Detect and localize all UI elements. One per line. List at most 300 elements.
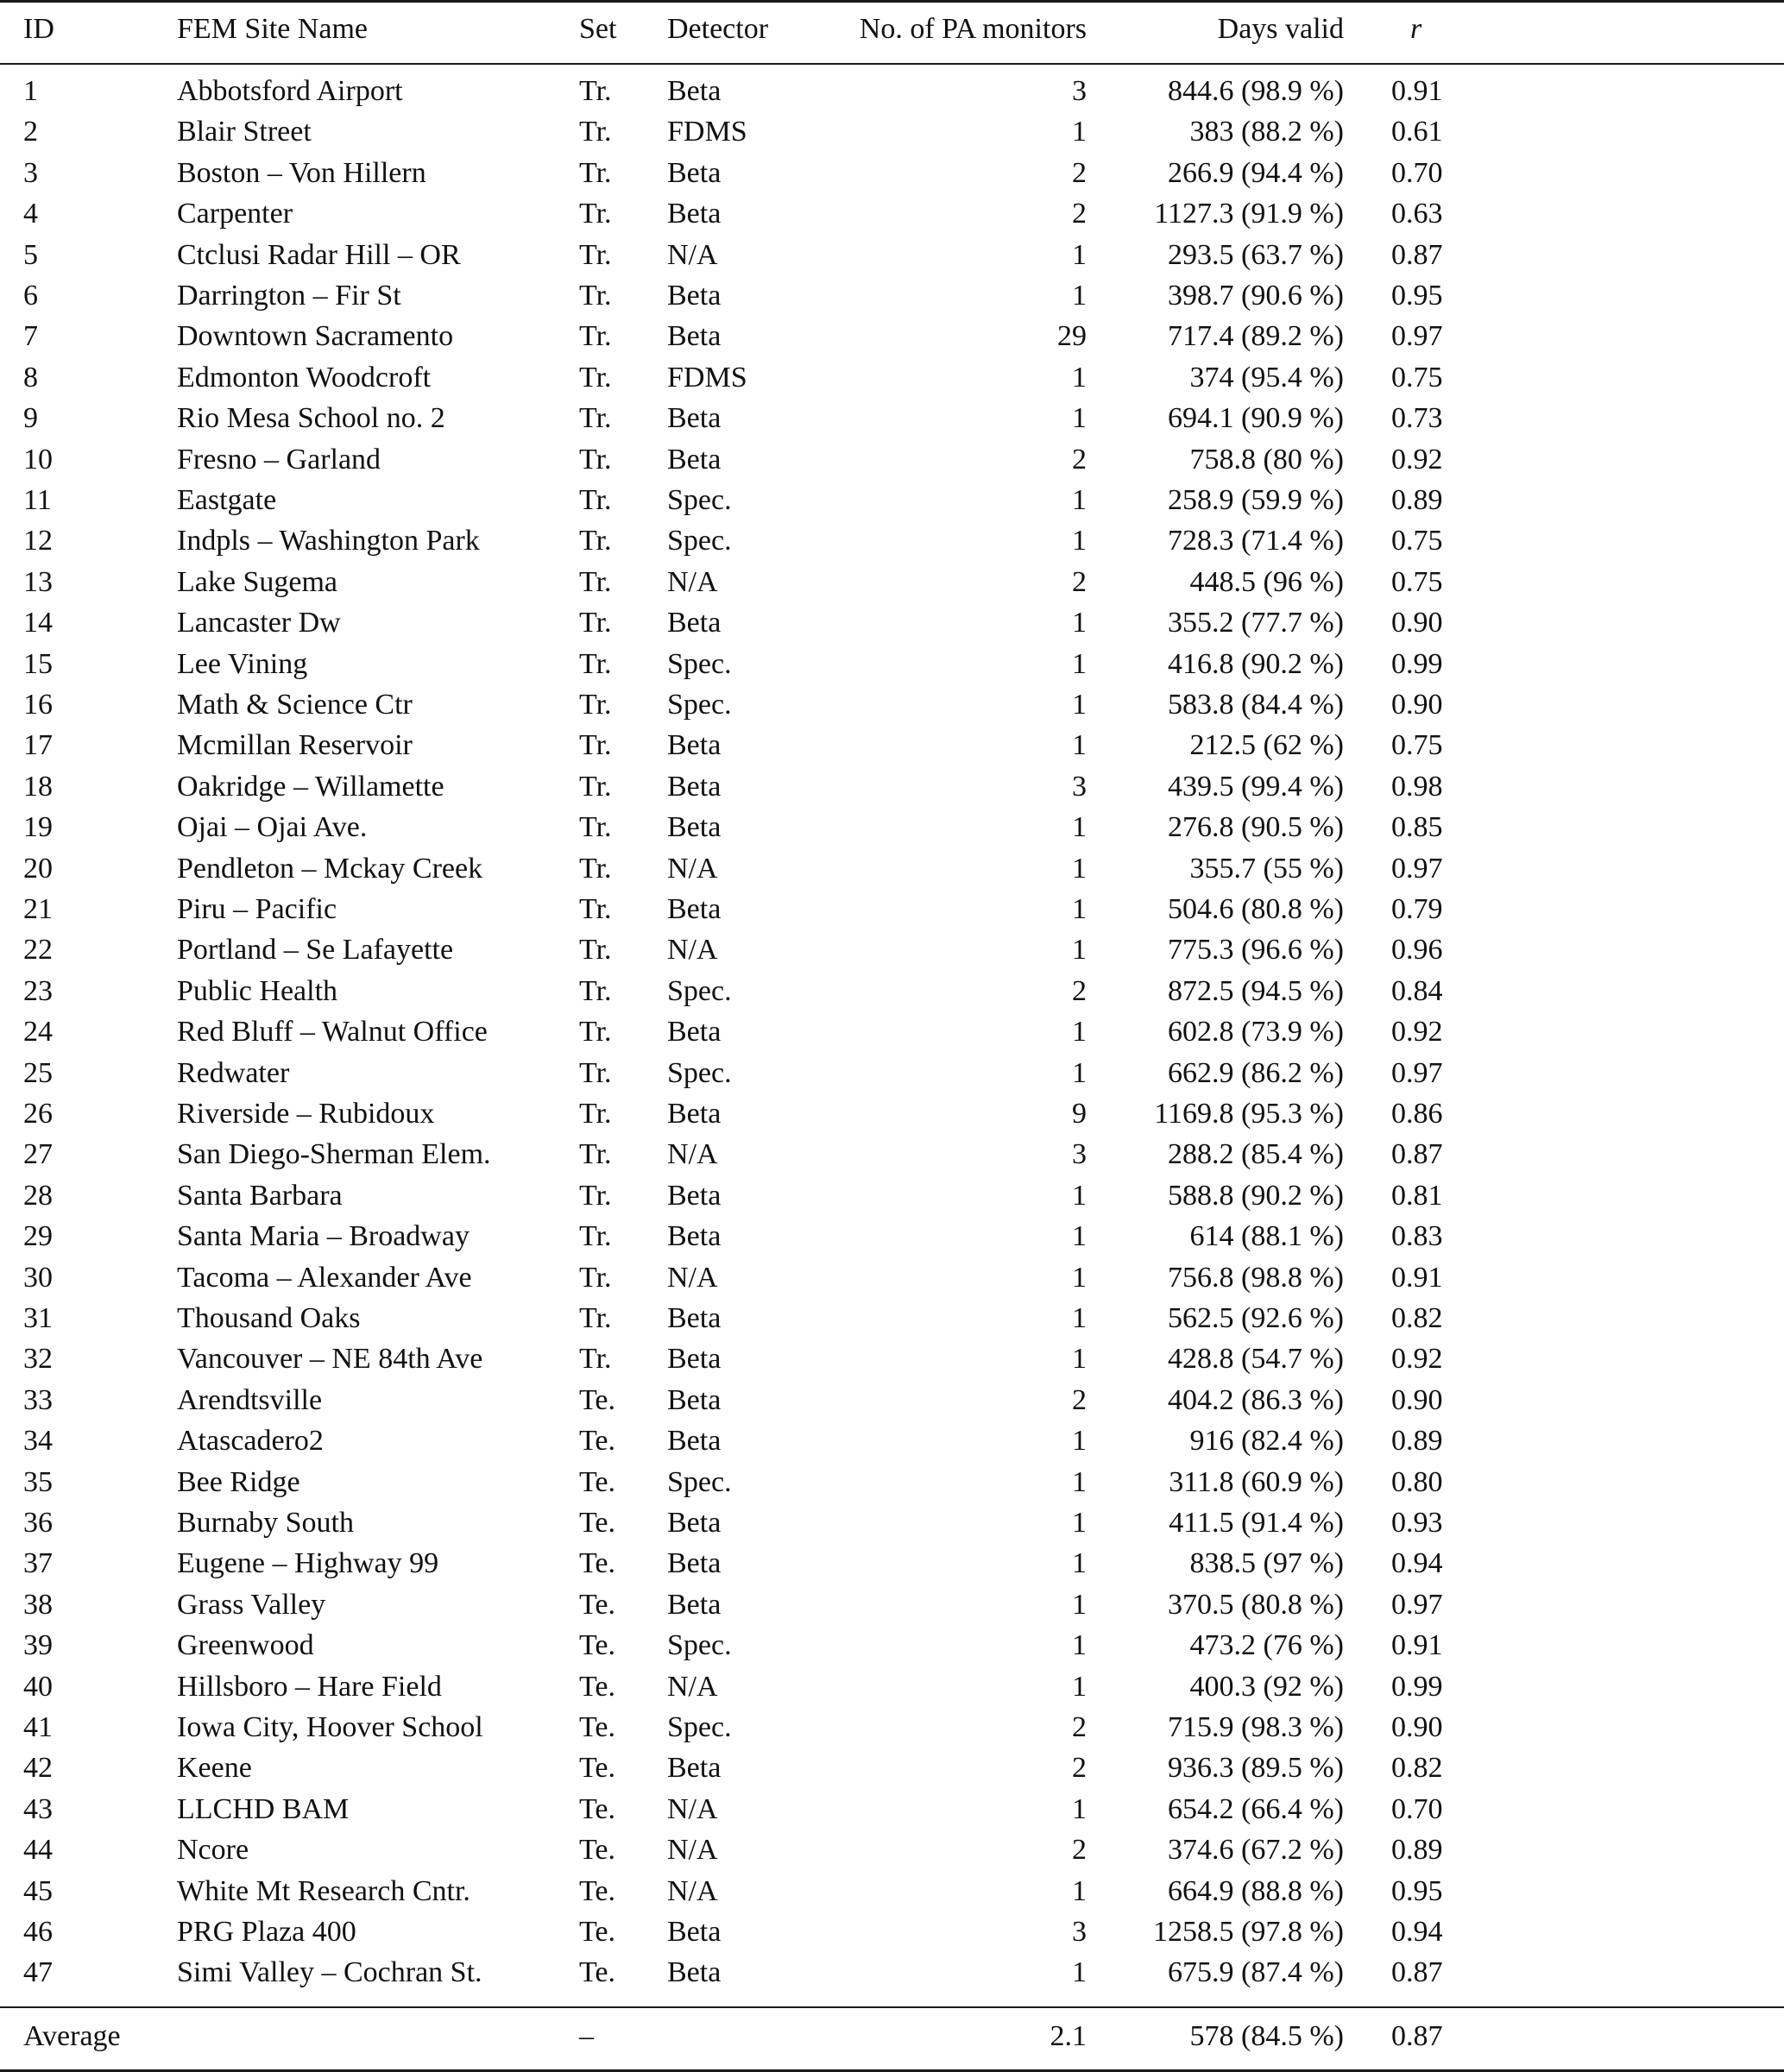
- cell-set: Tr.: [579, 893, 612, 925]
- cell-id: 39: [23, 1629, 53, 1661]
- cell-pa-monitors: 2: [1072, 1384, 1087, 1416]
- cell-r: 0.87: [1391, 239, 1443, 271]
- cell-set: Te.: [579, 1629, 615, 1661]
- cell-pa-monitors: 2: [1072, 1752, 1087, 1784]
- cell-id: 25: [23, 1057, 53, 1089]
- cell-detector: Beta: [667, 1507, 722, 1539]
- cell-r: 0.63: [1391, 198, 1443, 230]
- cell-id: 14: [23, 607, 53, 639]
- cell-set: Tr.: [579, 402, 612, 434]
- cell-set: Tr.: [579, 648, 612, 680]
- cell-id: 10: [23, 444, 53, 475]
- cell-id: 1: [23, 75, 38, 107]
- cell-pa-monitors: 1: [1072, 116, 1087, 148]
- cell-detector: Beta: [667, 811, 722, 843]
- cell-set: Te.: [579, 1547, 615, 1579]
- cell-days-valid: 588.8 (90.2 %): [1168, 1180, 1344, 1212]
- cell-r: 0.94: [1391, 1547, 1443, 1579]
- cell-set: Tr.: [579, 1098, 612, 1130]
- cell-set: Tr.: [579, 729, 612, 761]
- cell-set: Tr.: [579, 934, 612, 966]
- header-r: r: [1410, 13, 1422, 45]
- cell-days-valid: 936.3 (89.5 %): [1168, 1752, 1344, 1784]
- cell-days-valid: 664.9 (88.8 %): [1168, 1875, 1344, 1907]
- cell-r: 0.87: [1391, 1138, 1443, 1170]
- cell-r: 0.82: [1391, 1752, 1443, 1784]
- cell-pa-monitors: 2: [1072, 198, 1087, 230]
- cell-id: 43: [23, 1793, 53, 1825]
- cell-set: Tr.: [579, 198, 612, 230]
- cell-r: 0.92: [1391, 444, 1443, 475]
- cell-set: Tr.: [579, 320, 612, 352]
- cell-days-valid: 355.2 (77.7 %): [1168, 607, 1344, 639]
- cell-detector: N/A: [667, 1875, 718, 1907]
- cell-r: 0.95: [1391, 1875, 1443, 1907]
- cell-site-name: Mcmillan Reservoir: [177, 729, 413, 761]
- cell-days-valid: 416.8 (90.2 %): [1168, 648, 1344, 680]
- average-pa-monitors: 2.1: [1050, 2020, 1087, 2052]
- cell-r: 0.92: [1391, 1343, 1443, 1375]
- cell-pa-monitors: 1: [1072, 1343, 1087, 1375]
- cell-pa-monitors: 1: [1072, 1466, 1087, 1498]
- cell-pa-monitors: 1: [1072, 1425, 1087, 1457]
- cell-id: 23: [23, 975, 53, 1007]
- cell-set: Te.: [579, 1507, 615, 1539]
- cell-id: 17: [23, 729, 53, 761]
- cell-r: 0.83: [1391, 1220, 1443, 1252]
- cell-detector: Beta: [667, 280, 722, 312]
- cell-days-valid: 715.9 (98.3 %): [1168, 1711, 1344, 1743]
- cell-r: 0.87: [1391, 1956, 1443, 1988]
- cell-site-name: Ojai – Ojai Ave.: [177, 811, 368, 843]
- cell-set: Tr.: [579, 975, 612, 1007]
- cell-pa-monitors: 2: [1072, 1834, 1087, 1866]
- cell-set: Te.: [579, 1752, 615, 1784]
- cell-pa-monitors: 1: [1072, 484, 1087, 516]
- cell-pa-monitors: 1: [1072, 893, 1087, 925]
- average-days-valid: 578 (84.5 %): [1189, 2020, 1344, 2052]
- cell-site-name: Simi Valley – Cochran St.: [177, 1956, 482, 1988]
- cell-days-valid: 411.5 (91.4 %): [1169, 1507, 1344, 1539]
- cell-pa-monitors: 1: [1072, 1016, 1087, 1048]
- cell-set: Tr.: [579, 1262, 612, 1294]
- cell-set: Te.: [579, 1384, 615, 1416]
- cell-set: Tr.: [579, 1302, 612, 1334]
- cell-pa-monitors: 1: [1072, 1507, 1087, 1539]
- cell-pa-monitors: 3: [1072, 1138, 1087, 1170]
- cell-id: 31: [23, 1302, 53, 1334]
- cell-r: 0.90: [1391, 607, 1443, 639]
- cell-r: 0.75: [1391, 525, 1443, 557]
- cell-detector: Spec.: [667, 1466, 732, 1498]
- cell-detector: Beta: [667, 1425, 722, 1457]
- cell-id: 33: [23, 1384, 53, 1416]
- cell-r: 0.90: [1391, 1711, 1443, 1743]
- cell-days-valid: 844.6 (98.9 %): [1168, 75, 1344, 107]
- cell-id: 13: [23, 566, 53, 598]
- cell-detector: Spec.: [667, 1629, 732, 1661]
- cell-detector: Beta: [667, 729, 722, 761]
- cell-pa-monitors: 2: [1072, 566, 1087, 598]
- cell-days-valid: 398.7 (90.6 %): [1168, 280, 1344, 312]
- cell-site-name: Atascadero2: [177, 1425, 324, 1457]
- cell-pa-monitors: 1: [1072, 1956, 1087, 1988]
- cell-days-valid: 614 (88.1 %): [1189, 1220, 1344, 1252]
- cell-id: 5: [23, 239, 38, 271]
- cell-site-name: Portland – Se Lafayette: [177, 934, 454, 966]
- cell-site-name: Lake Sugema: [177, 566, 337, 598]
- cell-set: Tr.: [579, 116, 612, 148]
- cell-days-valid: 448.5 (96 %): [1189, 566, 1344, 598]
- cell-days-valid: 288.2 (85.4 %): [1168, 1138, 1344, 1170]
- cell-site-name: Burnaby South: [177, 1507, 354, 1539]
- cell-pa-monitors: 3: [1072, 1916, 1087, 1948]
- cell-set: Tr.: [579, 362, 612, 394]
- header-days-valid: Days valid: [1217, 13, 1344, 45]
- cell-id: 20: [23, 853, 53, 885]
- cell-pa-monitors: 1: [1072, 1057, 1087, 1089]
- cell-set: Te.: [579, 1466, 615, 1498]
- cell-r: 0.80: [1391, 1466, 1443, 1498]
- cell-days-valid: 717.4 (89.2 %): [1168, 320, 1344, 352]
- cell-site-name: Grass Valley: [177, 1589, 326, 1621]
- cell-r: 0.96: [1391, 934, 1443, 966]
- cell-id: 21: [23, 893, 53, 925]
- cell-id: 27: [23, 1138, 53, 1170]
- cell-id: 9: [23, 402, 38, 434]
- cell-detector: Beta: [667, 1098, 722, 1130]
- cell-r: 0.61: [1391, 116, 1443, 148]
- cell-days-valid: 775.3 (96.6 %): [1168, 934, 1344, 966]
- cell-id: 29: [23, 1220, 53, 1252]
- cell-detector: N/A: [667, 853, 718, 885]
- cell-set: Tr.: [579, 853, 612, 885]
- cell-days-valid: 439.5 (99.4 %): [1168, 771, 1344, 803]
- cell-pa-monitors: 2: [1072, 157, 1087, 189]
- cell-pa-monitors: 1: [1072, 402, 1087, 434]
- cell-r: 0.70: [1391, 157, 1443, 189]
- cell-detector: N/A: [667, 566, 718, 598]
- cell-pa-monitors: 1: [1072, 1262, 1087, 1294]
- header-id: ID: [23, 13, 54, 45]
- cell-id: 2: [23, 116, 38, 148]
- cell-r: 0.95: [1391, 280, 1443, 312]
- cell-site-name: San Diego-Sherman Elem.: [177, 1138, 491, 1170]
- cell-site-name: LLCHD BAM: [177, 1793, 350, 1825]
- header-pa-monitors: No. of PA monitors: [859, 13, 1087, 45]
- cell-id: 36: [23, 1507, 53, 1539]
- cell-days-valid: 756.8 (98.8 %): [1168, 1262, 1344, 1294]
- cell-detector: Beta: [667, 1180, 722, 1212]
- cell-detector: Beta: [667, 771, 722, 803]
- cell-r: 0.84: [1391, 975, 1443, 1007]
- cell-r: 0.75: [1391, 566, 1443, 598]
- cell-id: 7: [23, 320, 38, 352]
- cell-days-valid: 404.2 (86.3 %): [1168, 1384, 1344, 1416]
- cell-detector: Spec.: [667, 1711, 732, 1743]
- cell-site-name: Tacoma – Alexander Ave: [177, 1262, 472, 1294]
- cell-set: Tr.: [579, 1220, 612, 1252]
- cell-site-name: White Mt Research Cntr.: [177, 1875, 470, 1907]
- cell-detector: Beta: [667, 157, 722, 189]
- cell-site-name: Fresno – Garland: [177, 444, 381, 475]
- cell-detector: Beta: [667, 1343, 722, 1375]
- cell-days-valid: 675.9 (87.4 %): [1168, 1956, 1344, 1988]
- cell-set: Tr.: [579, 1343, 612, 1375]
- cell-r: 0.92: [1391, 1016, 1443, 1048]
- cell-detector: Spec.: [667, 525, 732, 557]
- cell-pa-monitors: 2: [1072, 975, 1087, 1007]
- cell-detector: FDMS: [667, 362, 747, 394]
- cell-pa-monitors: 1: [1072, 853, 1087, 885]
- cell-r: 0.85: [1391, 811, 1443, 843]
- cell-site-name: Santa Barbara: [177, 1180, 343, 1212]
- cell-days-valid: 311.8 (60.9 %): [1169, 1466, 1344, 1498]
- cell-pa-monitors: 1: [1072, 1220, 1087, 1252]
- cell-site-name: Piru – Pacific: [177, 893, 337, 925]
- cell-site-name: Rio Mesa School no. 2: [177, 402, 445, 434]
- cell-days-valid: 383 (88.2 %): [1189, 116, 1344, 148]
- cell-set: Te.: [579, 1875, 615, 1907]
- cell-id: 35: [23, 1466, 53, 1498]
- header-set: Set: [579, 13, 617, 45]
- cell-id: 24: [23, 1016, 53, 1048]
- cell-detector: Beta: [667, 1916, 722, 1948]
- cell-id: 16: [23, 689, 53, 721]
- cell-set: Tr.: [579, 1138, 612, 1170]
- cell-set: Tr.: [579, 525, 612, 557]
- cell-id: 38: [23, 1589, 53, 1621]
- cell-site-name: Redwater: [177, 1057, 290, 1089]
- cell-set: Tr.: [579, 484, 612, 516]
- cell-detector: Beta: [667, 1956, 722, 1988]
- cell-site-name: Blair Street: [177, 116, 312, 148]
- cell-days-valid: 276.8 (90.5 %): [1168, 811, 1344, 843]
- cell-r: 0.70: [1391, 1793, 1443, 1825]
- cell-set: Te.: [579, 1956, 615, 1988]
- cell-days-valid: 916 (82.4 %): [1189, 1425, 1344, 1457]
- cell-pa-monitors: 1: [1072, 1302, 1087, 1334]
- cell-site-name: Abbotsford Airport: [177, 75, 403, 107]
- cell-id: 12: [23, 525, 53, 557]
- cell-detector: N/A: [667, 1834, 718, 1866]
- cell-r: 0.90: [1391, 1384, 1443, 1416]
- cell-r: 0.89: [1391, 1425, 1443, 1457]
- cell-r: 0.75: [1391, 729, 1443, 761]
- cell-set: Tr.: [579, 280, 612, 312]
- header-detector: Detector: [667, 13, 769, 45]
- cell-id: 45: [23, 1875, 53, 1907]
- cell-detector: Spec.: [667, 689, 732, 721]
- cell-pa-monitors: 3: [1072, 75, 1087, 107]
- cell-r: 0.86: [1391, 1098, 1443, 1130]
- cell-detector: Beta: [667, 402, 722, 434]
- cell-set: Tr.: [579, 1016, 612, 1048]
- cell-id: 18: [23, 771, 53, 803]
- cell-pa-monitors: 2: [1072, 1711, 1087, 1743]
- cell-days-valid: 212.5 (62 %): [1189, 729, 1344, 761]
- cell-pa-monitors: 1: [1072, 1180, 1087, 1212]
- cell-site-name: Vancouver – NE 84th Ave: [177, 1343, 483, 1375]
- cell-detector: Beta: [667, 1547, 722, 1579]
- cell-site-name: Ctclusi Radar Hill – OR: [177, 239, 461, 271]
- cell-detector: Beta: [667, 607, 722, 639]
- cell-detector: N/A: [667, 934, 718, 966]
- cell-id: 11: [23, 484, 52, 516]
- cell-id: 42: [23, 1752, 53, 1784]
- cell-days-valid: 504.6 (80.8 %): [1168, 893, 1344, 925]
- cell-pa-monitors: 1: [1072, 607, 1087, 639]
- cell-r: 0.99: [1391, 1671, 1443, 1703]
- cell-detector: N/A: [667, 1671, 718, 1703]
- cell-detector: FDMS: [667, 116, 747, 148]
- cell-days-valid: 602.8 (73.9 %): [1168, 1016, 1344, 1048]
- cell-days-valid: 293.5 (63.7 %): [1168, 239, 1344, 271]
- cell-site-name: PRG Plaza 400: [177, 1916, 356, 1948]
- cell-id: 3: [23, 157, 38, 189]
- cell-days-valid: 758.8 (80 %): [1189, 444, 1344, 475]
- cell-set: Tr.: [579, 566, 612, 598]
- cell-days-valid: 583.8 (84.4 %): [1168, 689, 1344, 721]
- cell-pa-monitors: 1: [1072, 934, 1087, 966]
- cell-site-name: Indpls – Washington Park: [177, 525, 480, 557]
- cell-site-name: Lancaster Dw: [177, 607, 341, 639]
- cell-r: 0.93: [1391, 1507, 1443, 1539]
- cell-id: 44: [23, 1834, 53, 1866]
- cell-r: 0.82: [1391, 1302, 1443, 1334]
- cell-r: 0.75: [1391, 362, 1443, 394]
- cell-days-valid: 258.9 (59.9 %): [1168, 484, 1344, 516]
- cell-pa-monitors: 2: [1072, 444, 1087, 475]
- cell-site-name: Edmonton Woodcroft: [177, 362, 432, 394]
- cell-days-valid: 728.3 (71.4 %): [1168, 525, 1344, 557]
- cell-r: 0.91: [1391, 75, 1443, 107]
- cell-detector: Beta: [667, 320, 722, 352]
- cell-r: 0.79: [1391, 893, 1443, 925]
- cell-r: 0.91: [1391, 1629, 1443, 1661]
- cell-pa-monitors: 1: [1072, 648, 1087, 680]
- cell-pa-monitors: 1: [1072, 280, 1087, 312]
- cell-days-valid: 838.5 (97 %): [1189, 1547, 1344, 1579]
- cell-set: Tr.: [579, 1057, 612, 1089]
- cell-id: 22: [23, 934, 53, 966]
- cell-set: Te.: [579, 1711, 615, 1743]
- cell-site-name: Riverside – Rubidoux: [177, 1098, 435, 1130]
- cell-r: 0.89: [1391, 484, 1443, 516]
- cell-set: Te.: [579, 1589, 615, 1621]
- cell-site-name: Santa Maria – Broadway: [177, 1220, 470, 1252]
- cell-detector: Beta: [667, 75, 722, 107]
- cell-pa-monitors: 1: [1072, 362, 1087, 394]
- cell-site-name: Pendleton – Mckay Creek: [177, 853, 483, 885]
- cell-id: 37: [23, 1547, 53, 1579]
- cell-set: Tr.: [579, 444, 612, 475]
- cell-set: Tr.: [579, 771, 612, 803]
- cell-r: 0.97: [1391, 1057, 1443, 1089]
- cell-pa-monitors: 1: [1072, 1629, 1087, 1661]
- cell-r: 0.97: [1391, 320, 1443, 352]
- cell-days-valid: 872.5 (94.5 %): [1168, 975, 1344, 1007]
- cell-r: 0.97: [1391, 1589, 1443, 1621]
- cell-id: 15: [23, 648, 53, 680]
- cell-site-name: Eastgate: [177, 484, 277, 516]
- cell-id: 46: [23, 1916, 53, 1948]
- cell-r: 0.73: [1391, 402, 1443, 434]
- cell-set: Tr.: [579, 689, 612, 721]
- header-site-name: FEM Site Name: [177, 13, 368, 45]
- cell-detector: Beta: [667, 1752, 722, 1784]
- cell-pa-monitors: 1: [1072, 729, 1087, 761]
- cell-days-valid: 694.1 (90.9 %): [1168, 402, 1344, 434]
- cell-r: 0.91: [1391, 1262, 1443, 1294]
- cell-site-name: Red Bluff – Walnut Office: [177, 1016, 488, 1048]
- cell-site-name: Bee Ridge: [177, 1466, 300, 1498]
- cell-id: 4: [23, 198, 38, 230]
- cell-detector: N/A: [667, 239, 718, 271]
- cell-pa-monitors: 3: [1072, 771, 1087, 803]
- cell-detector: N/A: [667, 1793, 718, 1825]
- cell-site-name: Oakridge – Willamette: [177, 771, 444, 803]
- cell-id: 6: [23, 280, 38, 312]
- cell-site-name: Thousand Oaks: [177, 1302, 361, 1334]
- cell-site-name: Boston – Von Hillern: [177, 157, 426, 189]
- cell-pa-monitors: 9: [1072, 1098, 1087, 1130]
- cell-set: Te.: [579, 1793, 615, 1825]
- cell-id: 28: [23, 1180, 53, 1212]
- cell-site-name: Public Health: [177, 975, 338, 1007]
- cell-detector: Beta: [667, 1220, 722, 1252]
- cell-site-name: Carpenter: [177, 198, 293, 230]
- cell-site-name: Lee Vining: [177, 648, 308, 680]
- cell-r: 0.99: [1391, 648, 1443, 680]
- cell-r: 0.90: [1391, 689, 1443, 721]
- average-set: –: [579, 2020, 594, 2052]
- cell-pa-monitors: 29: [1057, 320, 1087, 352]
- cell-set: Te.: [579, 1671, 615, 1703]
- cell-set: Tr.: [579, 811, 612, 843]
- cell-site-name: Eugene – Highway 99: [177, 1547, 439, 1579]
- cell-days-valid: 355.7 (55 %): [1189, 853, 1344, 885]
- cell-detector: Beta: [667, 1384, 722, 1416]
- cell-set: Te.: [579, 1834, 615, 1866]
- cell-days-valid: 473.2 (76 %): [1189, 1629, 1344, 1661]
- cell-detector: Beta: [667, 198, 722, 230]
- average-label: Average: [23, 2020, 121, 2052]
- cell-r: 0.94: [1391, 1916, 1443, 1948]
- cell-r: 0.97: [1391, 853, 1443, 885]
- cell-id: 34: [23, 1425, 53, 1457]
- cell-id: 26: [23, 1098, 53, 1130]
- cell-id: 8: [23, 362, 38, 394]
- cell-site-name: Hillsboro – Hare Field: [177, 1671, 442, 1703]
- cell-detector: Beta: [667, 444, 722, 475]
- cell-detector: N/A: [667, 1262, 718, 1294]
- cell-detector: Beta: [667, 1016, 722, 1048]
- cell-days-valid: 428.8 (54.7 %): [1168, 1343, 1344, 1375]
- cell-id: 47: [23, 1956, 53, 1988]
- cell-set: Tr.: [579, 239, 612, 271]
- cell-pa-monitors: 1: [1072, 689, 1087, 721]
- cell-r: 0.98: [1391, 771, 1443, 803]
- cell-days-valid: 374 (95.4 %): [1189, 362, 1344, 394]
- cell-set: Tr.: [579, 157, 612, 189]
- cell-days-valid: 374.6 (67.2 %): [1168, 1834, 1344, 1866]
- cell-set: Tr.: [579, 607, 612, 639]
- cell-r: 0.81: [1391, 1180, 1443, 1212]
- cell-days-valid: 562.5 (92.6 %): [1168, 1302, 1344, 1334]
- cell-id: 40: [23, 1671, 53, 1703]
- cell-site-name: Iowa City, Hoover School: [177, 1711, 483, 1743]
